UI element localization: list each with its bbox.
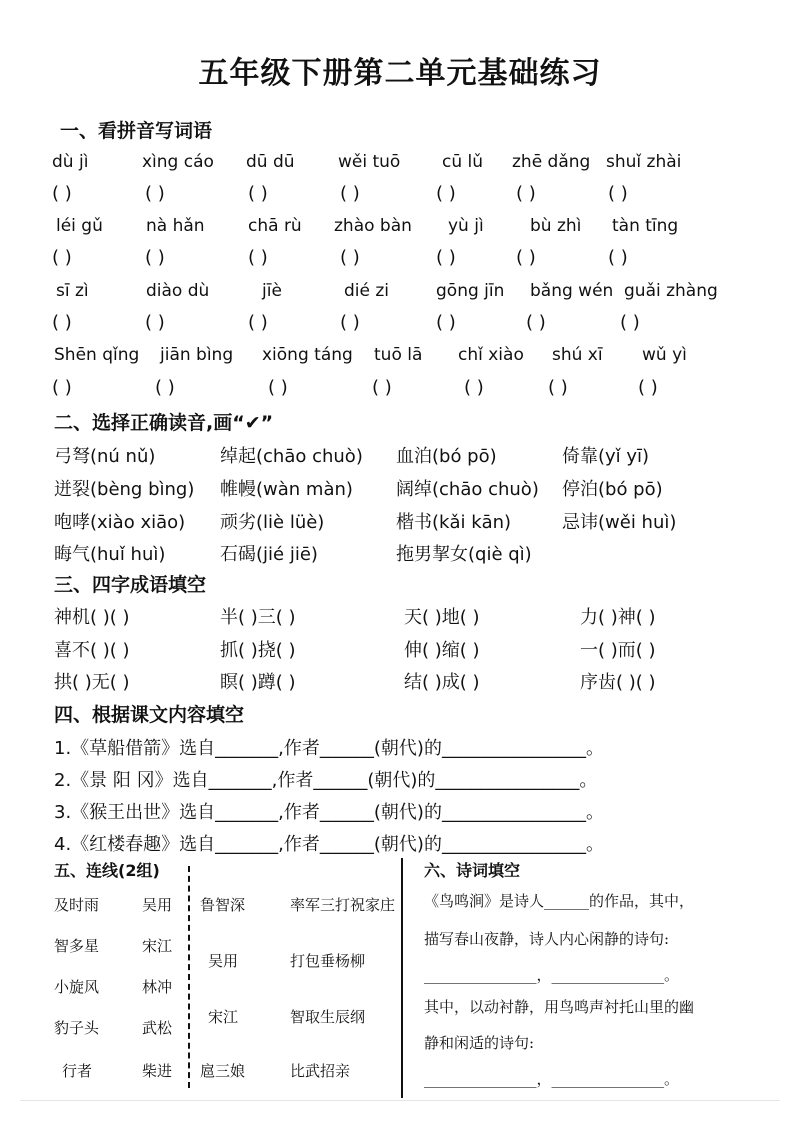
pinyin-word: dié zi — [344, 281, 390, 301]
pronunciation-item: 咆哮(xiào xiāo) — [54, 512, 186, 533]
answer-blank: ( ) — [548, 377, 568, 398]
idiom-blank: 伸( )缩( ) — [404, 640, 480, 661]
answer-blank: ( ) — [248, 312, 268, 333]
poem-line: 静和闲适的诗句: — [424, 1034, 535, 1052]
section5-heading: 五、连线(2组) — [54, 861, 160, 880]
pinyin-word: léi gǔ — [56, 216, 103, 236]
answer-blank: ( ) — [52, 377, 72, 398]
poem-line: 其中，以动衬静，用鸟鸣声衬托山里的幽 — [424, 998, 695, 1016]
idiom-blank: 结( )成( ) — [404, 672, 480, 693]
idiom-blank: 半( )三( ) — [220, 607, 296, 628]
idiom-blank: 拱( )无( ) — [54, 672, 130, 693]
answer-blank: ( ) — [516, 183, 536, 204]
pronunciation-item: 弓弩(nú nǔ) — [54, 446, 156, 467]
pinyin-word: Shēn qǐng — [54, 345, 140, 365]
poem-line: 描写春山夜静，诗人内心闲静的诗句: — [424, 930, 670, 948]
pinyin-word: cū lǔ — [442, 152, 484, 172]
matching-divider — [188, 866, 190, 1088]
match-right-item: 柴进 — [142, 1062, 173, 1080]
pinyin-word: guǎi zhàng — [624, 281, 718, 301]
answer-blank: ( ) — [340, 183, 360, 204]
idiom-blank: 力( )神( ) — [580, 607, 656, 628]
section1-heading: 一、看拼音写词语 — [60, 120, 213, 142]
pinyin-word: sī zì — [56, 281, 89, 301]
pinyin-word: xìng cáo — [142, 152, 214, 172]
fill-line: 3.《猴王出世》选自_______,作者______(朝代)的________________。 — [54, 802, 604, 823]
match-left-item: 行者 — [62, 1062, 93, 1080]
match-right-item: 武松 — [142, 1019, 173, 1037]
pronunciation-item: 停泊(bó pō) — [562, 479, 663, 500]
match-left-item: 鲁智深 — [200, 896, 246, 914]
pinyin-word: xiōng táng — [262, 345, 353, 365]
answer-blank: ( ) — [268, 377, 288, 398]
answer-blank: ( ) — [608, 247, 628, 268]
idiom-blank: 天( )地( ) — [404, 607, 480, 628]
pronunciation-item: 顽劣(liè lüè) — [220, 512, 325, 533]
match-right-item: 林冲 — [142, 978, 173, 996]
fill-line: 4.《红楼春趣》选自_______,作者______(朝代)的________________。 — [54, 834, 604, 855]
match-left-item: 豹子头 — [54, 1019, 100, 1037]
match-right-item: 比武招亲 — [290, 1062, 351, 1080]
match-right-item: 率军三打祝家庄 — [290, 896, 396, 914]
section2-heading: 二、选择正确读音,画“✔” — [54, 412, 274, 434]
pronunciation-item: 血泊(bó pō) — [396, 446, 497, 467]
column-divider — [401, 858, 403, 1098]
match-left-item: 扈三娘 — [200, 1062, 246, 1080]
fill-line: 1.《草船借箭》选自_______,作者______(朝代)的________________。 — [54, 738, 604, 759]
idiom-blank: 序齿( )( ) — [580, 672, 656, 693]
match-right-item: 智取生辰纲 — [290, 1008, 366, 1026]
answer-blank: ( ) — [436, 247, 456, 268]
pinyin-word: yù jì — [448, 216, 484, 236]
match-left-item: 吴用 — [208, 952, 239, 970]
answer-blank: ( ) — [248, 247, 268, 268]
answer-blank: ( ) — [436, 183, 456, 204]
match-right-item: 吴用 — [142, 896, 173, 914]
pinyin-word: dū dū — [246, 152, 295, 172]
footer-line — [20, 1100, 780, 1101]
idiom-blank: 喜不( )( ) — [54, 640, 130, 661]
answer-blank: ( ) — [248, 183, 268, 204]
pronunciation-item: 绰起(chāo chuò) — [220, 446, 363, 467]
pronunciation-item: 阔绰(chāo chuò) — [396, 479, 539, 500]
match-left-item: 及时雨 — [54, 896, 100, 914]
pinyin-word: chǐ xiào — [458, 345, 524, 365]
pinyin-word: zhào bàn — [334, 216, 412, 236]
poem-line: _______________，_______________。 — [424, 1070, 680, 1088]
pinyin-word: zhē dǎng — [512, 152, 591, 172]
pinyin-word: wǔ yì — [642, 345, 687, 365]
answer-blank: ( ) — [52, 312, 72, 333]
answer-blank: ( ) — [608, 183, 628, 204]
poem-line: 《鸟鸣涧》是诗人______的作品，其中， — [424, 892, 695, 910]
pinyin-word: diào dù — [146, 281, 210, 301]
pinyin-word: shú xī — [552, 345, 603, 365]
pronunciation-item: 帷幔(wàn màn) — [220, 479, 353, 500]
answer-blank: ( ) — [372, 377, 392, 398]
pinyin-word: gōng jīn — [436, 281, 505, 301]
answer-blank: ( ) — [52, 183, 72, 204]
pinyin-word: wěi tuō — [338, 152, 401, 172]
answer-blank: ( ) — [620, 312, 640, 333]
pinyin-word: jiān bìng — [160, 345, 234, 365]
pinyin-word: nà hǎn — [146, 216, 205, 236]
answer-blank: ( ) — [638, 377, 658, 398]
answer-blank: ( ) — [52, 247, 72, 268]
match-right-item: 宋江 — [142, 937, 173, 955]
pinyin-word: tàn tīng — [612, 216, 679, 236]
match-left-item: 小旋风 — [54, 978, 100, 996]
idiom-blank: 抓( )挠( ) — [220, 640, 296, 661]
answer-blank: ( ) — [340, 312, 360, 333]
pronunciation-item: 迸裂(bèng bìng) — [54, 479, 195, 500]
pinyin-word: jīè — [262, 281, 282, 301]
answer-blank: ( ) — [145, 183, 165, 204]
answer-blank: ( ) — [155, 377, 175, 398]
pinyin-word: shuǐ zhài — [606, 152, 682, 172]
section3-heading: 三、四字成语填空 — [54, 574, 207, 596]
answer-blank: ( ) — [516, 247, 536, 268]
answer-blank: ( ) — [145, 312, 165, 333]
pronunciation-item: 拖男挈女(qiè qì) — [396, 544, 532, 565]
pronunciation-item: 石碣(jié jiē) — [220, 544, 318, 565]
match-left-item: 宋江 — [208, 1008, 239, 1026]
answer-blank: ( ) — [340, 247, 360, 268]
idiom-blank: 一( )而( ) — [580, 640, 656, 661]
pronunciation-item: 楷书(kǎi kān) — [396, 512, 512, 533]
section4-heading: 四、根据课文内容填空 — [54, 704, 245, 726]
pinyin-word: chā rù — [248, 216, 302, 236]
fill-line: 2.《景 阳 冈》选自_______,作者______(朝代)的________________。 — [54, 770, 598, 791]
match-right-item: 打包垂杨柳 — [290, 952, 366, 970]
match-left-item: 智多星 — [54, 937, 100, 955]
answer-blank: ( ) — [526, 312, 546, 333]
answer-blank: ( ) — [464, 377, 484, 398]
page-title: 五年级下册第二单元基础练习 — [198, 56, 602, 91]
answer-blank: ( ) — [145, 247, 165, 268]
idiom-blank: 神机( )( ) — [54, 607, 130, 628]
poem-line: _______________，_______________。 — [424, 966, 680, 984]
pinyin-word: tuō lā — [374, 345, 423, 365]
pinyin-word: dù jì — [52, 152, 89, 172]
idiom-blank: 瞑( )蹲( ) — [220, 672, 296, 693]
answer-blank: ( ) — [436, 312, 456, 333]
section6-heading: 六、诗词填空 — [424, 861, 521, 880]
pronunciation-item: 倚靠(yǐ yī) — [562, 446, 650, 467]
pronunciation-item: 晦气(huǐ huì) — [54, 544, 166, 565]
pronunciation-item: 忌讳(wěi huì) — [562, 512, 677, 533]
pinyin-word: bǎng wén — [530, 281, 614, 301]
pinyin-word: bù zhì — [530, 216, 582, 236]
